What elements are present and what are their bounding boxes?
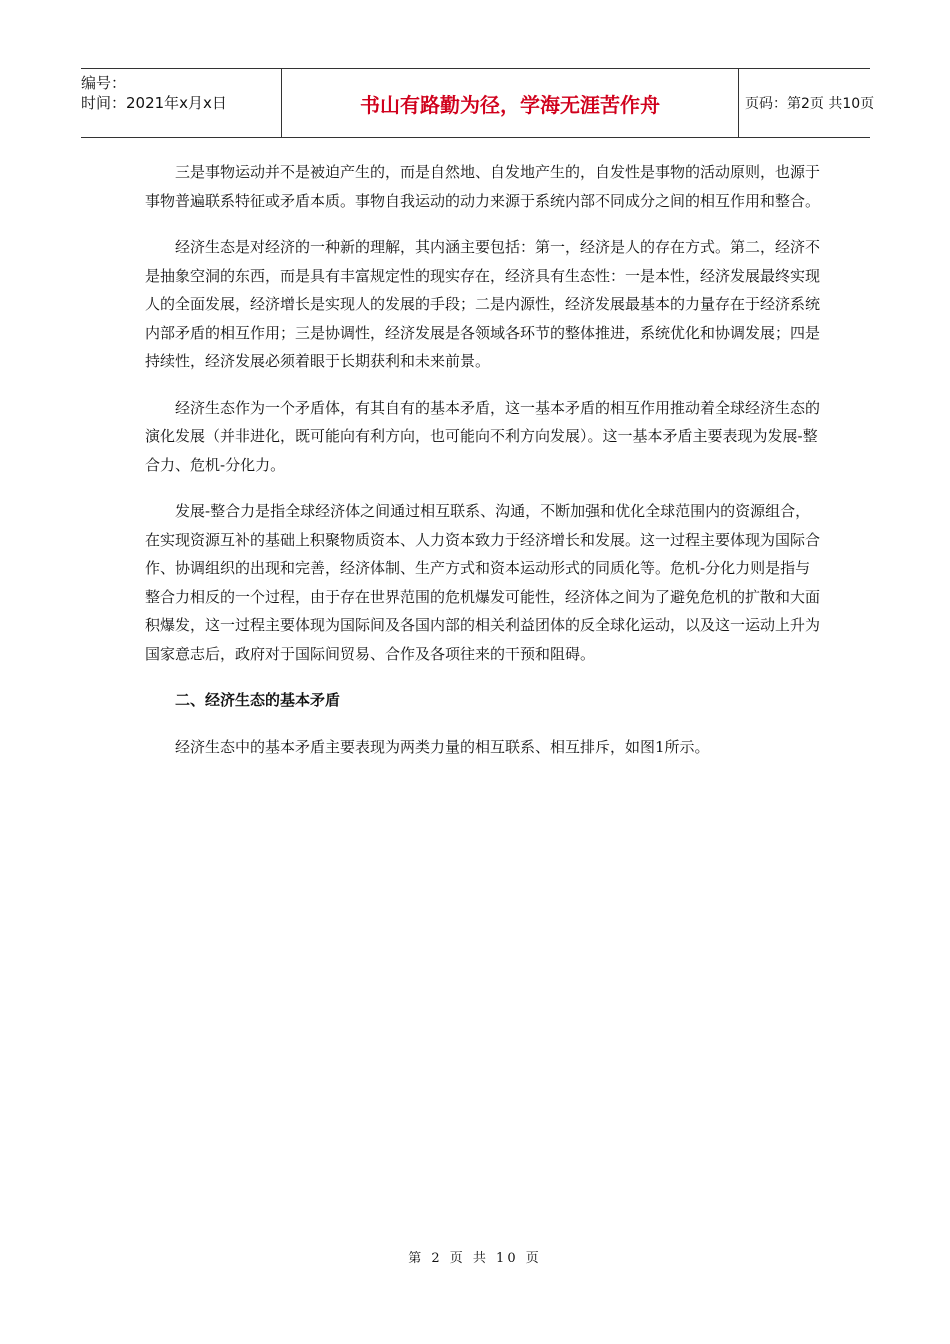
- document-number-label: 编号：: [81, 74, 127, 92]
- page-footer: 第 2 页 共 10 页: [408, 1251, 542, 1266]
- header-motto: 书山有路勤为径，学海无涯苦作舟: [281, 69, 739, 137]
- header-meta: [81, 69, 281, 137]
- page-header: [81, 68, 875, 138]
- document-body: [145, 158, 820, 779]
- section-heading: 二、经济生态的基本矛盾: [175, 691, 341, 709]
- paragraph-4: 发展-整合力是指全球经济体之间通过相互联系、沟通，不断加强和优化全球范围内的资源组合，在实现资源互补的基础上积聚物质资本、人力资本致力于经济增长和发展。这一过程主要体现为国际合作、协调组织的出现和完善，经济体制、生产方式和资本运动形式的同质化等。危机-分化力则是指与整合力相反的一个过程，由于存在世界范围的危机爆发可能性，经济体之间为了避免危机的扩散和大面积爆发，这一过程主要体现为国际间及各国内部的相关利益团体的反全球化运动，以及这一运动上升为国家意志后，政府对于国际间贸易、合作及各项往来的干预和阻碍。: [145, 502, 821, 663]
- document-time-label: 时间：2021年x月x日: [81, 94, 227, 112]
- header-page-info: 页码：第2页 共10页: [745, 96, 875, 112]
- closing-paragraph: 经济生态中的基本矛盾主要表现为两类力量的相互联系、相互排斥，如图1所示。: [175, 737, 710, 756]
- paragraph-2: 经济生态是对经济的一种新的理解，其内涵主要包括：第一，经济是人的存在方式。第二，经济不是抽象空洞的东西，而是具有丰富规定性的现实存在，经济具有生态性：一是本性，经济发展最终实现人的全面发展，经济增长是实现人的发展的手段；二是内源性，经济发展最基本的力量存在于经济系统内部矛盾的相互作用；三是协调性，经济发展是各领域各环节的整体推进，系统优化和协调发展；四是持续性，经济发展必须着眼于长期获利和未来前景。: [145, 238, 821, 370]
- paragraph-1: 三是事物运动并不是被迫产生的，而是自然地、自发地产生的，自发性是事物的活动原则，也源于事物普遍联系特征或矛盾本质。事物自我运动的动力来源于系统内部不同成分之间的相互作用和整合。: [145, 163, 821, 210]
- paragraph-3: 经济生态作为一个矛盾体，有其自有的基本矛盾，这一基本矛盾的相互作用推动着全球经济生态的演化发展（并非进化，既可能向有利方向，也可能向不利方向发展）。这一基本矛盾主要表现为发展-整合力、危机-分化力。: [145, 398, 821, 474]
